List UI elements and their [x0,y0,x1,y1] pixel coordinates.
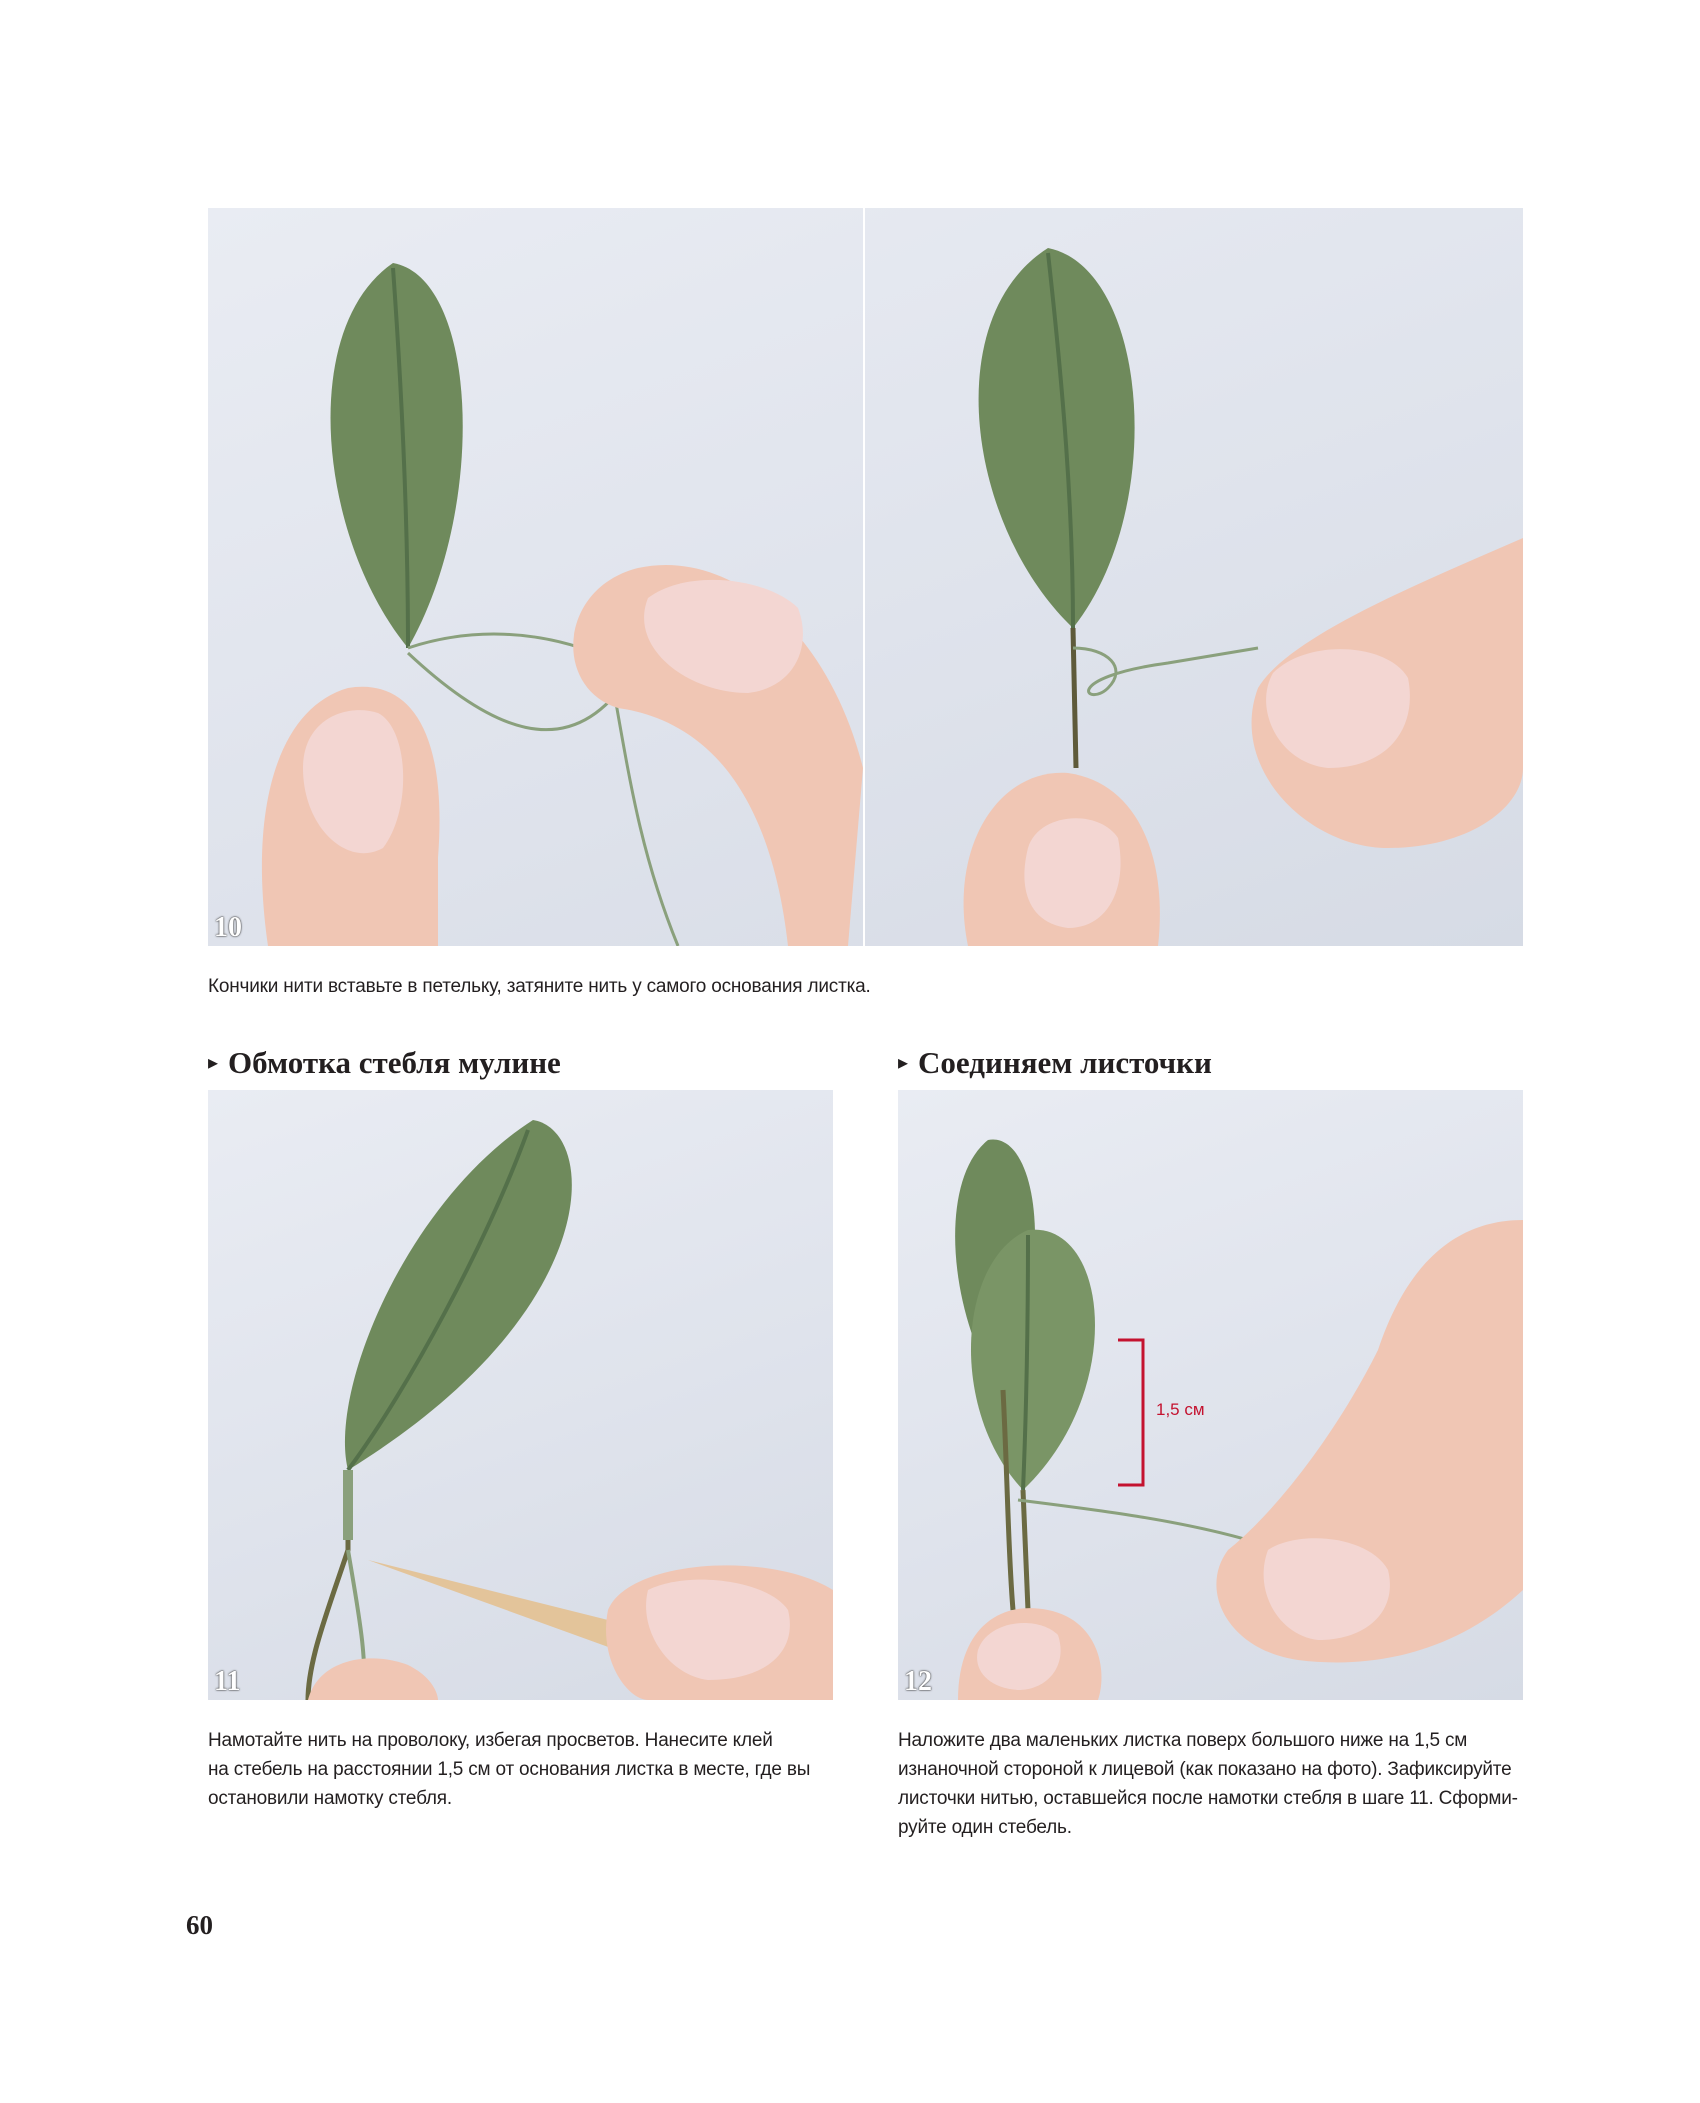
triangle-right-icon: ▸ [898,1052,909,1074]
photo-step-10 [208,208,1523,946]
caption-step-11 [208,1726,833,1813]
step-12-illustration [898,1090,1523,1700]
photo-step-12 [898,1090,1523,1700]
step-number-12: 12 [904,1666,932,1697]
caption-step-12-line: листочки нитью, оставшейся после намотки стебля в шаге 11. Сформи- [898,1788,1518,1809]
caption-step-11-line: Намотайте нить на проволоку, избегая просветов. Нанесите клей [208,1730,773,1751]
triangle-right-icon: ▸ [208,1052,219,1074]
step-11-illustration [208,1090,833,1700]
caption-step-11-line: остановили намотку стебля. [208,1788,452,1809]
caption-step-12 [898,1726,1523,1842]
step-10-illustration [208,208,1523,946]
section-heading-right-text: Соединяем листочки [918,1045,1212,1080]
section-heading-left-text: Обмотка стебля мулине [228,1045,561,1080]
step-number-10: 10 [214,912,242,943]
step-number-11: 11 [214,1666,241,1697]
section-heading-stem-wrapping [208,1045,561,1081]
caption-step-11-line: на стебель на расстоянии 1,5 см от основания листка в месте, где вы [208,1759,811,1780]
caption-step-12-line: Наложите два маленьких листка поверх большого ниже на 1,5 см [898,1730,1468,1751]
caption-step-12-line: изнаночной стороной к лицевой (как показано на фото). Зафиксируйте [898,1759,1512,1780]
photo-step-11 [208,1090,833,1700]
caption-step-12-line: руйте один стебель. [898,1817,1072,1838]
measure-label: 1,5 см [1156,1400,1205,1419]
caption-step-10: Кончики нити вставьте в петельку, затяните нить у самого основания листка. [208,976,871,997]
section-heading-joining-leaves [898,1045,1212,1081]
page-number: 60 [186,1910,213,1940]
